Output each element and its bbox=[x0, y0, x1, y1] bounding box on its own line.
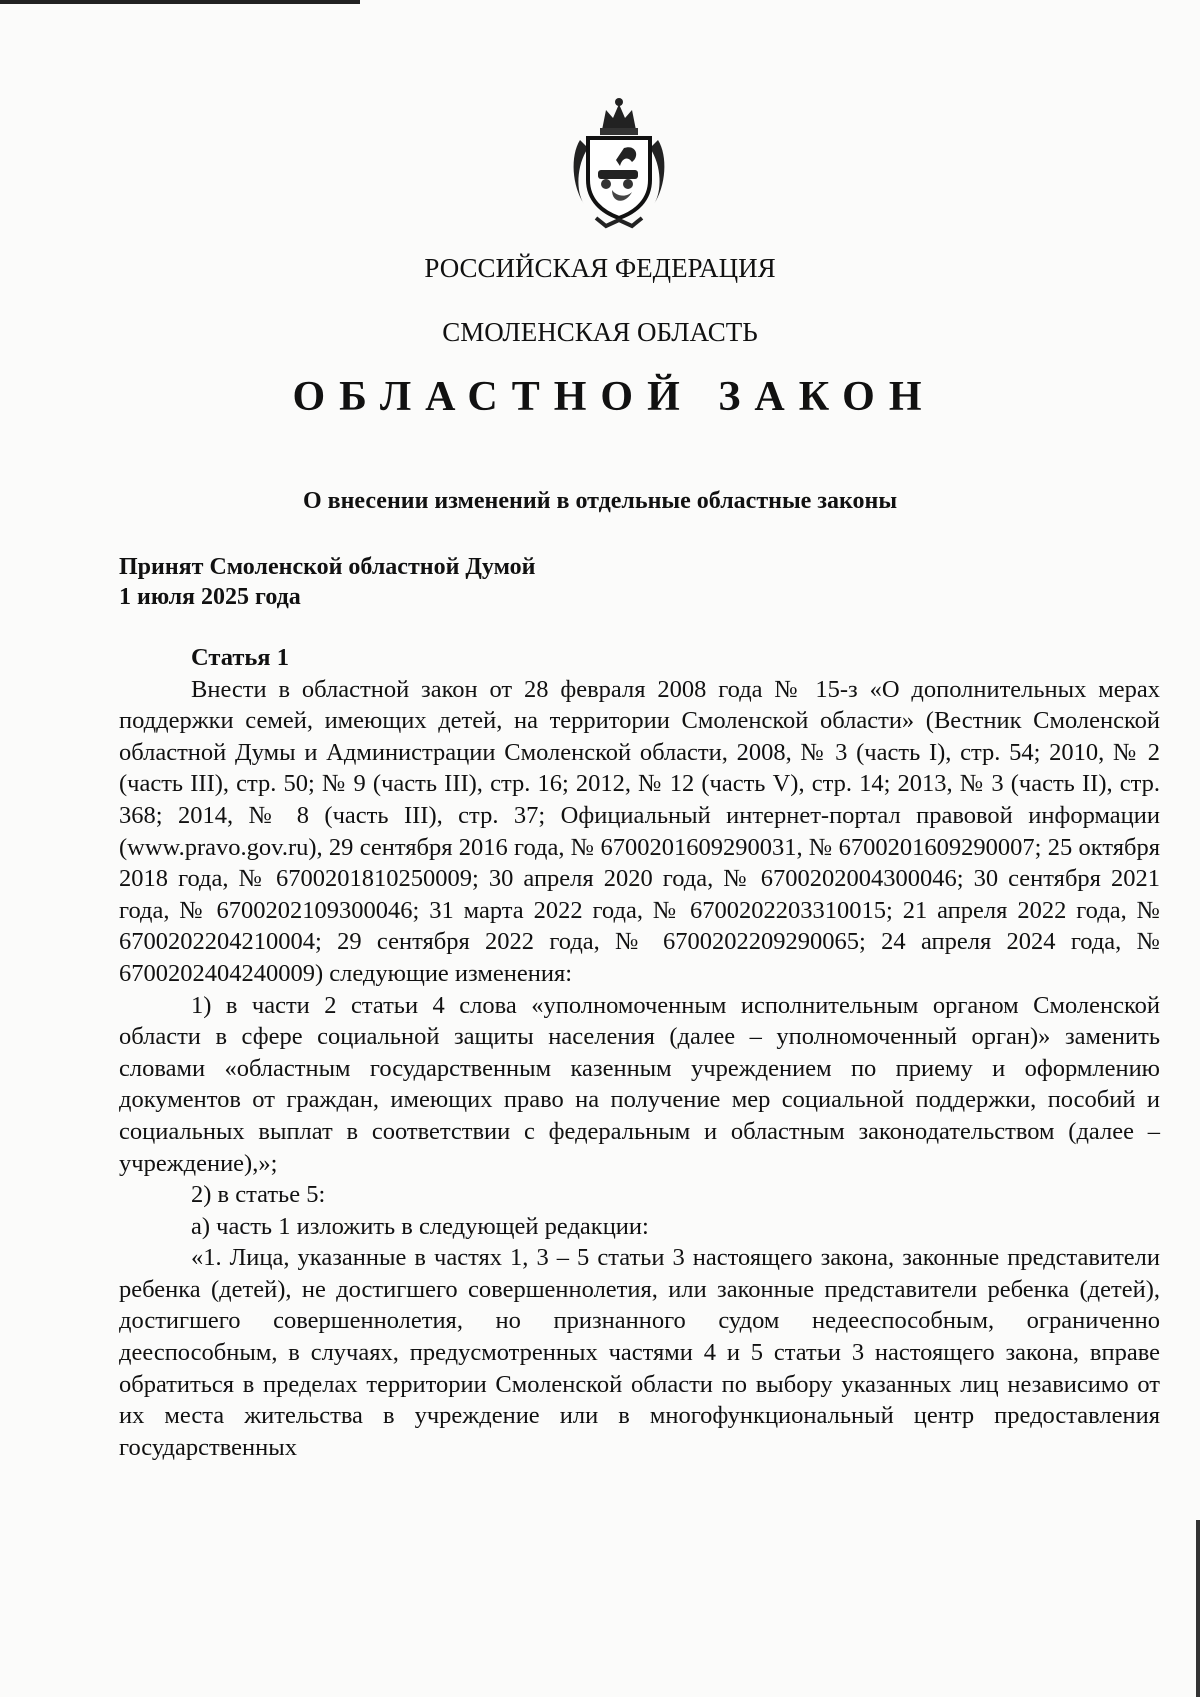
amendment-item-1: 1) в части 2 статьи 4 слова «уполномоченным исполнительным органом Смоленской области в сфере социальной защиты населения (далее – уполномоченный орган)» заменить словами «областным государственным казенным учреждением по приему и оформлению документов от граждан, имеющих право на получение мер социальной поддержки, пособий и социальных выплат в соответствии с федеральным и областным законодательством (далее – учреждение),»; bbox=[119, 991, 1160, 1177]
article-heading: Статья 1 bbox=[191, 644, 289, 671]
amendment-item-2a: а) часть 1 изложить в следующей редакции: bbox=[191, 1212, 649, 1240]
amendment-item-2: 2) в статье 5: bbox=[191, 1181, 326, 1209]
article-intro-paragraph: Внести в областной закон от 28 февраля 2008 года № 15-з «О дополнительных мерах поддержки семей, имеющих детей, на территории Смоленской области» (Вестник Смоленской областной Думы и Администрации Смоленской области, 2008, № 3 (часть I), стр. 54; 2010, № 2 (часть III), стр. 50; № 9 (часть III), стр. 16; 2012, № 12 (часть V), стр. 14; 2013, № 3 (часть II), стр. 368; 2014, № 8 (часть III), стр. 37; Официальный интернет-портал правовой информации (www.pravo.gov.ru), 29 сентября 2016 года, № 6700201609290031, № 6700201609290007; 25 октября 2018 года, № 6700201810250009; 30 апреля 2020 года, № 6700202004300046; 30 сентября 2021 года, № 6700202109300046; 31 марта 2022 года, № 6700202203310015; 21 апреля 2022 года, № 6700202204210004; 29 сентября 2022 года, № 6700202209290065; 24 апреля 2024 года, № 6700202404240009) следующие изменения: bbox=[119, 675, 1160, 987]
scan-artifact-right bbox=[1196, 1520, 1200, 1697]
law-subject: О внесении изменений в отдельные областные законы bbox=[302, 488, 898, 514]
adoption-block bbox=[119, 552, 535, 612]
quoted-new-wording: «1. Лица, указанные в частях 1, 3 – 5 статьи 3 настоящего закона, законные представители ребенка (детей), не достигшего совершеннолетия, или законные представители ребенка (детей), достигшего совершеннолетия, но признанного судом недееспособным, ограниченно дееспособным, в случаях, предусмотренных частями 4 и 5 статьи 3 настоящего закона, вправе обратиться в пределах территории Смоленской области по выбору указанных лиц независимо от их места жительства в учреждение или в многофункциональный центр предоставления государственных bbox=[119, 1244, 1160, 1461]
adoption-date: 1 июля 2025 года bbox=[119, 584, 301, 610]
law-body bbox=[119, 642, 1160, 1463]
coat-of-arms-emblem bbox=[566, 96, 672, 232]
region-name: СМОЛЕНСКАЯ ОБЛАСТЬ bbox=[442, 317, 758, 347]
scan-artifact-top bbox=[0, 0, 360, 4]
document-type-title: ОБЛАСТНОЙ ЗАКОН bbox=[292, 374, 936, 420]
country-name: РОССИЙСКАЯ ФЕДЕРАЦИЯ bbox=[424, 253, 776, 283]
adopted-by: Принят Смоленской областной Думой bbox=[119, 554, 536, 580]
